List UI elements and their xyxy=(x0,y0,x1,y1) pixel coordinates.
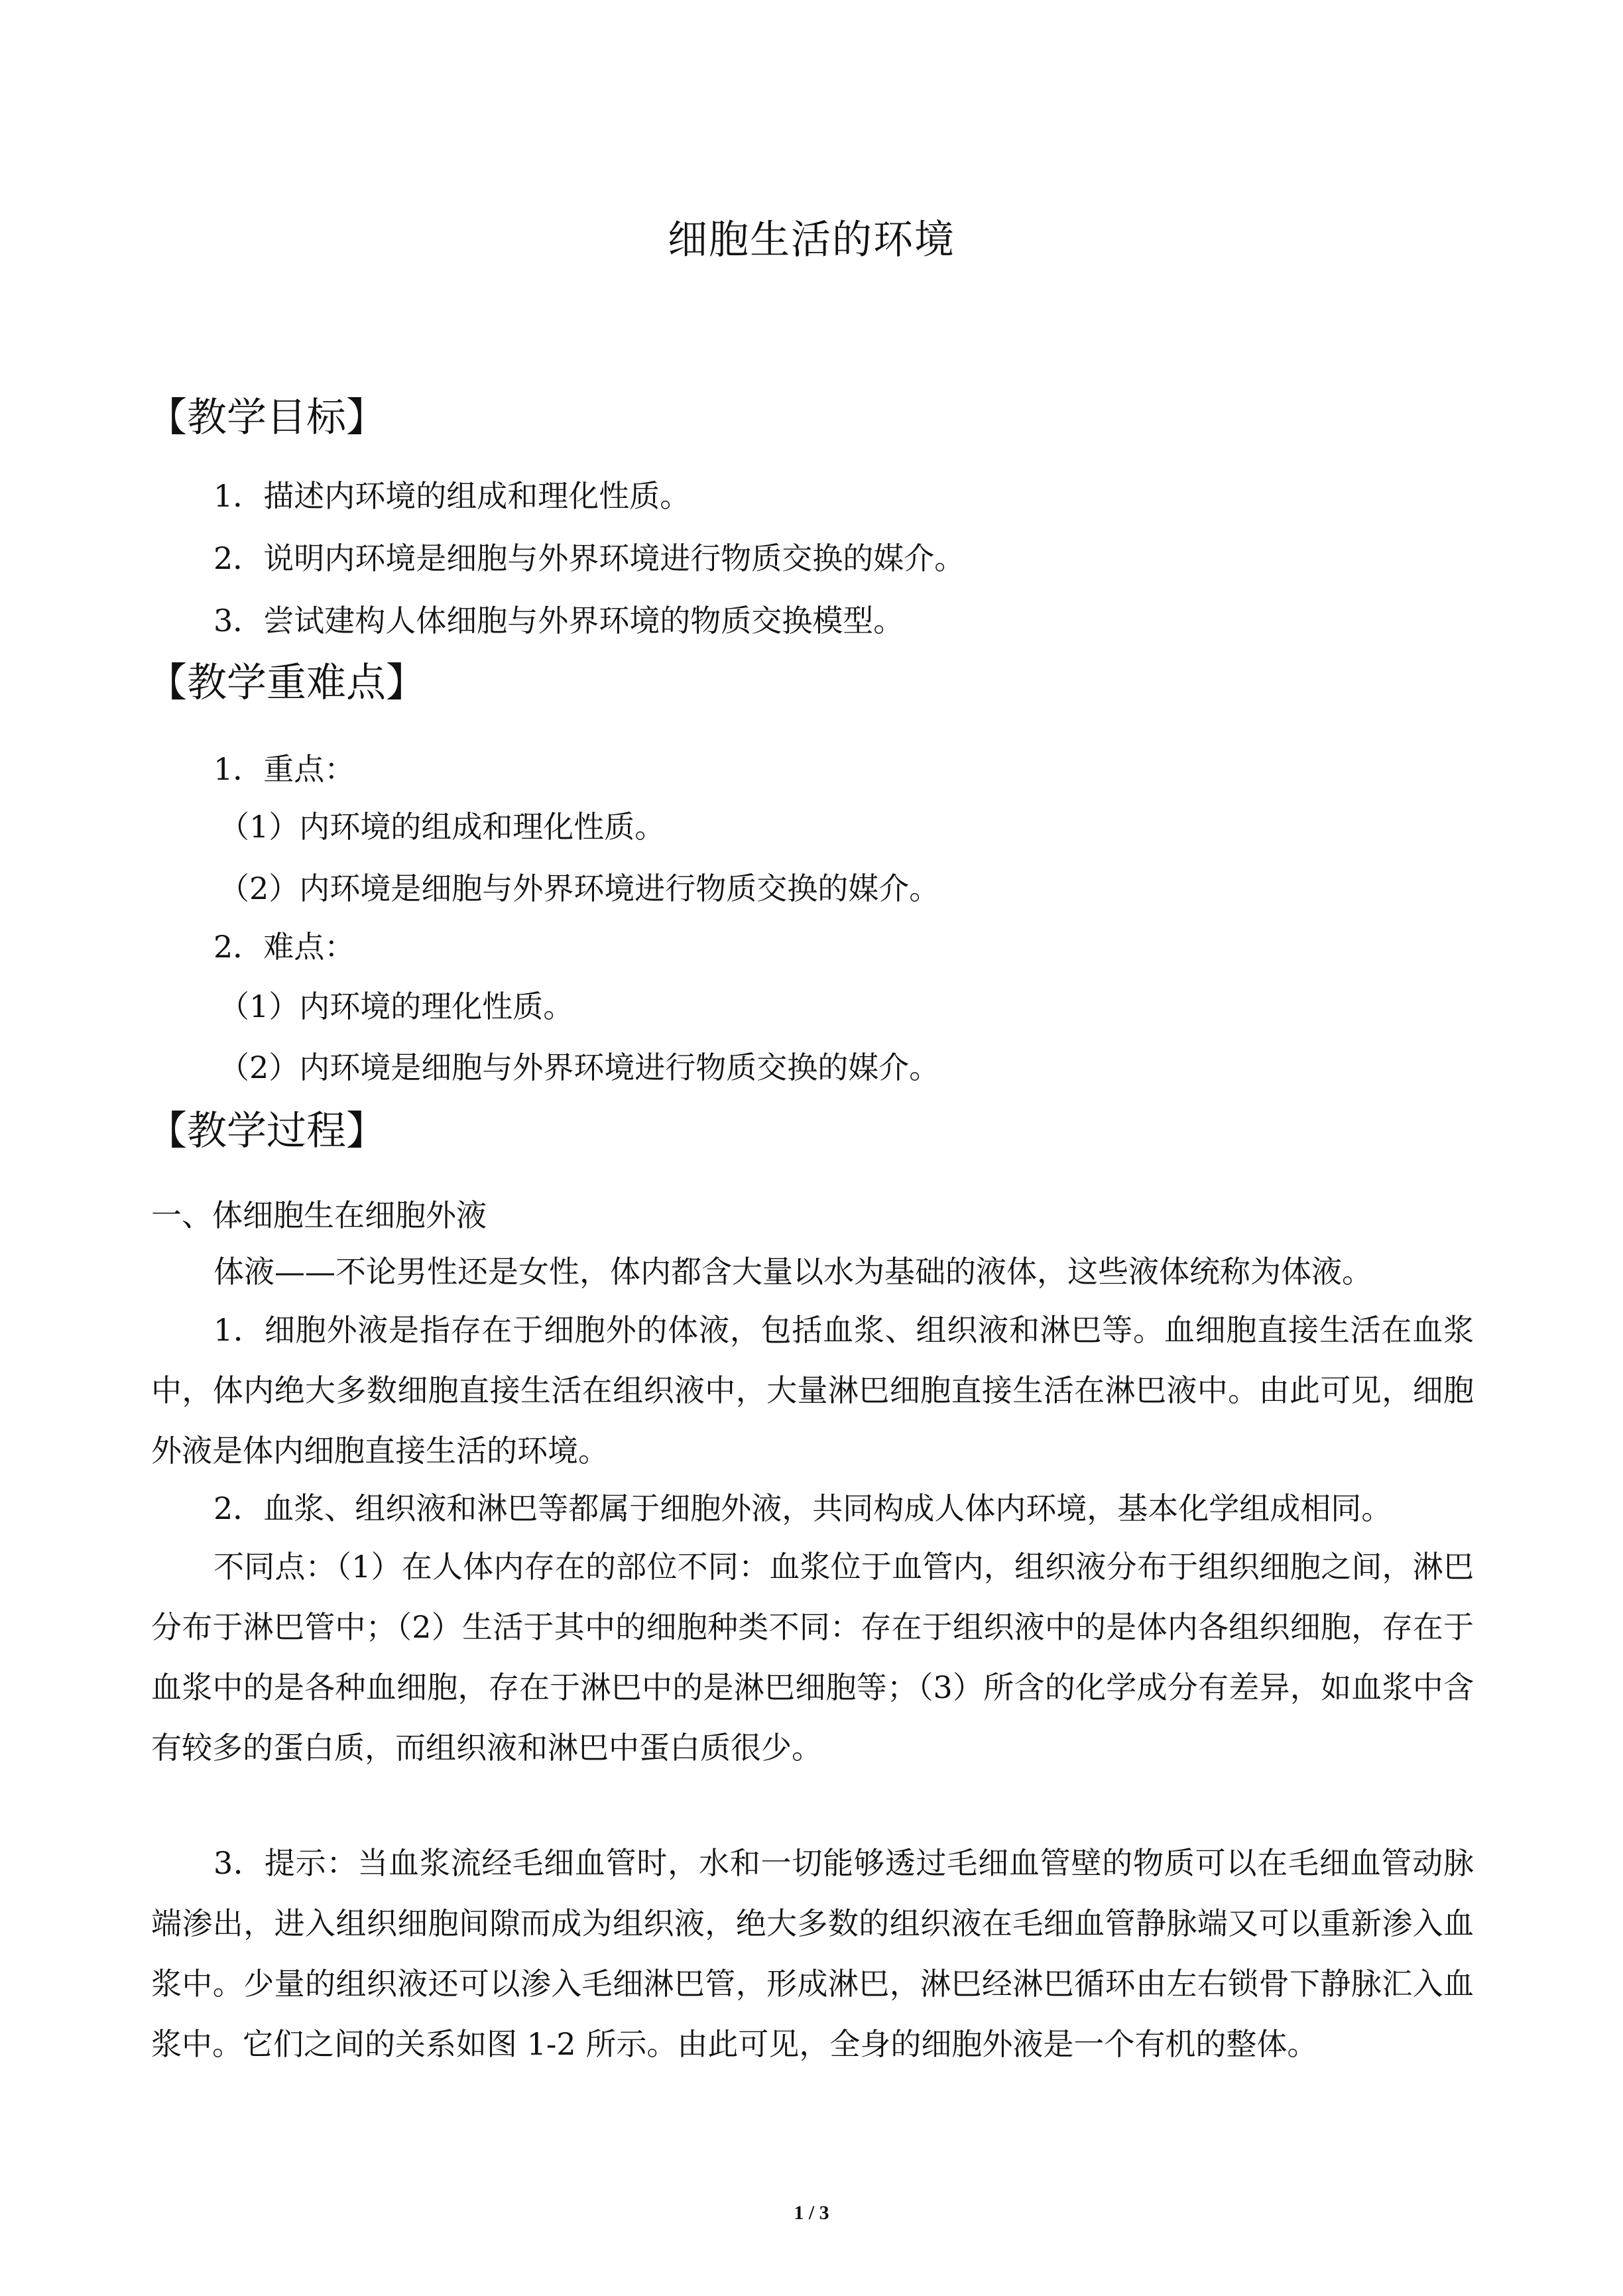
section-heading-goals: 【教学目标】 xyxy=(147,394,386,441)
key-point-item: （2）内环境是细胞与外界环境进行物质交换的媒介。 xyxy=(219,871,940,906)
goal-item: 3．尝试建构人体细胞与外界环境的物质交换模型。 xyxy=(213,603,904,638)
page-number: 1 / 3 xyxy=(794,2202,829,2224)
section-heading-process: 【教学过程】 xyxy=(147,1108,386,1154)
paragraph: 2．血浆、组织液和淋巴等都属于细胞外液，共同构成人体内环境，基本化学组成相同。 xyxy=(213,1490,1392,1526)
difficult-points-label: 2．难点： xyxy=(213,929,355,965)
key-points-label: 1．重点： xyxy=(213,751,355,787)
goal-item: 2．说明内环境是细胞与外界环境进行物质交换的媒介。 xyxy=(213,540,965,576)
page-title: 细胞生活的环境 xyxy=(668,217,955,263)
section-heading-key-points: 【教学重难点】 xyxy=(147,660,426,706)
difficult-point-item: （2）内环境是细胞与外界环境进行物质交换的媒介。 xyxy=(219,1050,940,1085)
paragraph: 不同点：（1）在人体内存在的部位不同：血浆位于血管内，组织液分布于组织细胞之间，淋巴分布于淋巴管中；（2）生活于其中的细胞种类不同：存在于组织液中的是体内各组织细胞，存在于血浆中的是各种血细胞，存在于淋巴中的是淋巴细胞等；（3）所含的化学成分有差异，如血浆中含有较多的蛋白质，而组织液和淋巴中蛋白质很少。 xyxy=(151,1549,1474,1766)
paragraph: 体液——不论男性还是女性，体内都含大量以水为基础的液体，这些液体统称为体液。 xyxy=(213,1254,1372,1290)
paragraph: 3．提示：当血浆流经毛细血管时，水和一切能够透过毛细血管壁的物质可以在毛细血管动脉端渗出，进入组织细胞间隙而成为组织液，绝大多数的组织液在毛细血管静脉端又可以重新渗入血浆中。少量的组织液还可以渗入毛细淋巴管，形成淋巴，淋巴经淋巴循环由左右锁骨下静脉汇入血浆中。它们之间的关系如图 1-2 所示。由此可见，全身的细胞外液是一个有机的整体。 xyxy=(151,1845,1474,2062)
subsection-title: 一、体细胞生在细胞外液 xyxy=(151,1197,487,1233)
goal-item: 1．描述内环境的组成和理化性质。 xyxy=(213,478,691,514)
difficult-point-item: （1）内环境的理化性质。 xyxy=(219,989,574,1024)
paragraph: 1．细胞外液是指存在于细胞外的体液，包括血浆、组织液和淋巴等。血细胞直接生活在血浆中，体内绝大多数细胞直接生活在组织液中，大量淋巴细胞直接生活在淋巴液中。由此可见，细胞外液是体内细胞直接生活的环境。 xyxy=(151,1312,1474,1469)
key-point-item: （1）内环境的组成和理化性质。 xyxy=(219,809,666,845)
